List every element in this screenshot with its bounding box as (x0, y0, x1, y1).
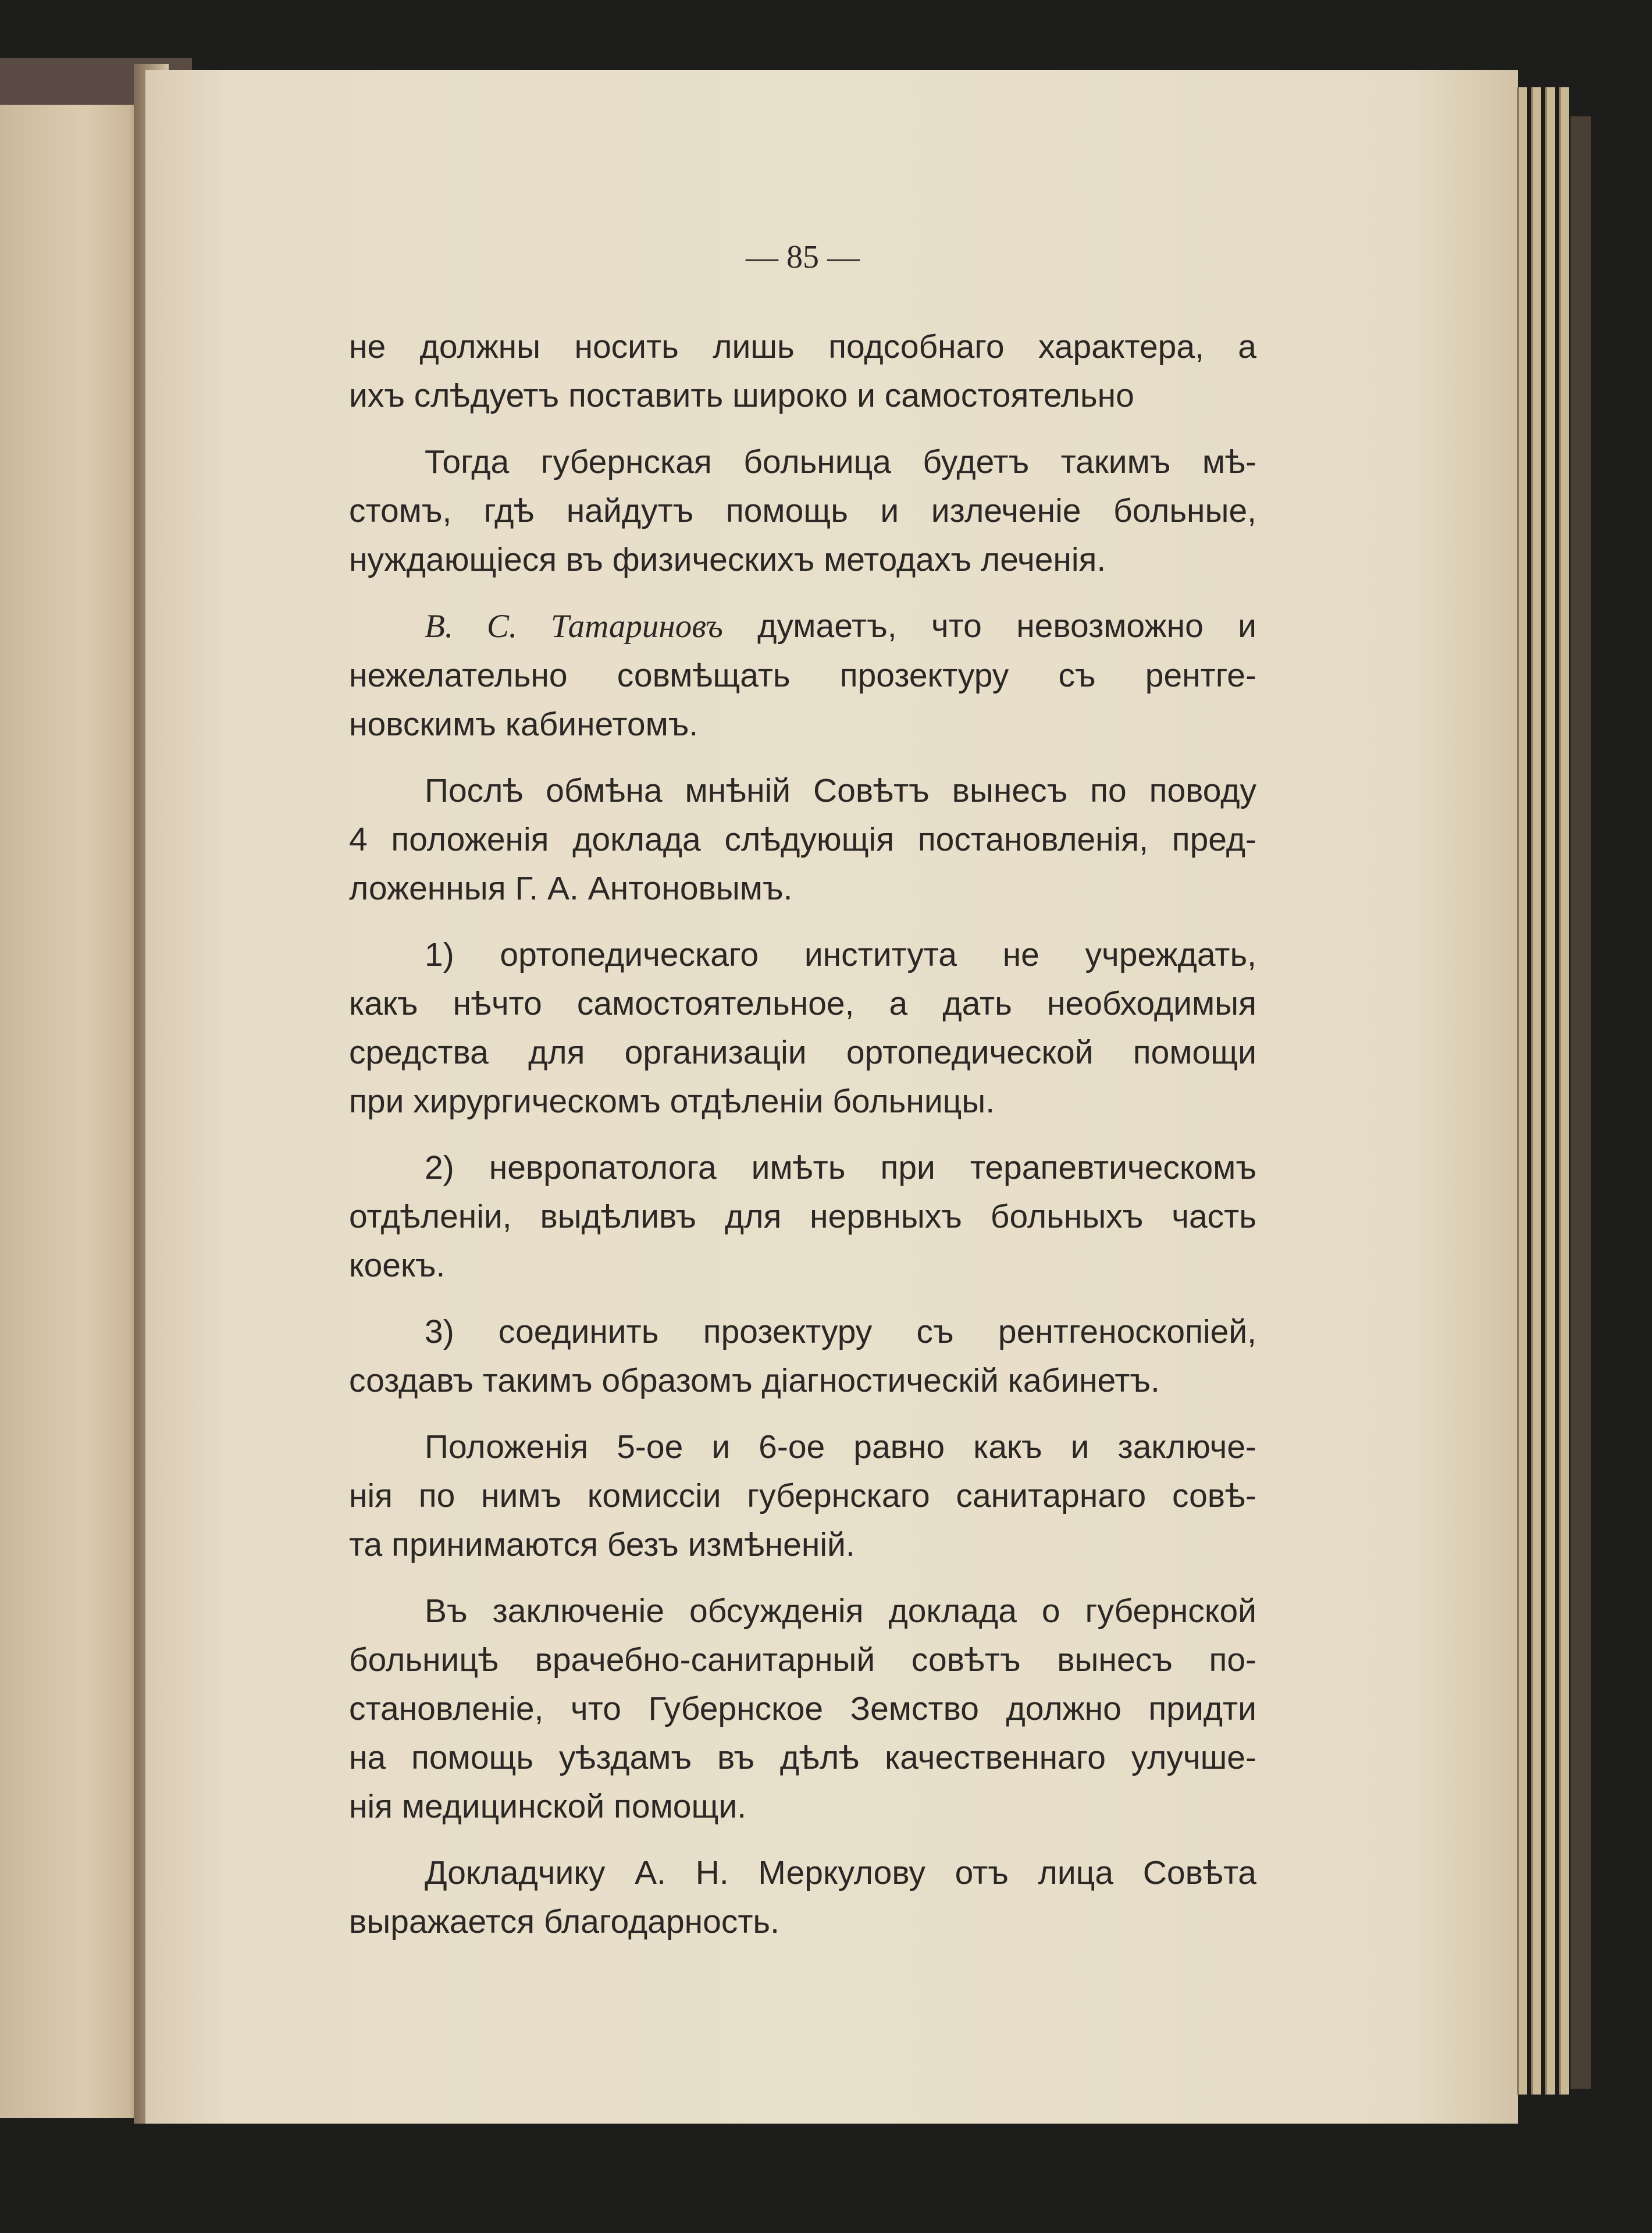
text-line: ихъ слѣдуетъ поставить широко и самостоятельно (349, 377, 1134, 414)
text-line: не должны носить лишь подсобнаго характера, а (349, 328, 1256, 365)
text-line: нежелательно совмѣщать прозектуру съ рентге- (349, 657, 1256, 694)
paragraph (349, 602, 1256, 749)
cover-edge (1571, 116, 1591, 2089)
text-line: создавъ такимъ образомъ діагностическій кабинетъ. (349, 1362, 1160, 1399)
text-line: 2) невропатолога имѣть при терапевтическомъ (425, 1149, 1256, 1186)
text-line: Тогда губернская больница будетъ такимъ мѣ- (425, 443, 1256, 481)
text-line: средства для организаціи ортопедической помощи (349, 1034, 1256, 1071)
text-line: какъ нѣчто самостоятельное, а дать необходимыя (349, 985, 1256, 1022)
paragraph (349, 930, 1256, 1126)
text-line: Послѣ обмѣна мнѣній Совѣтъ вынесъ по поводу (425, 772, 1256, 809)
paragraph (349, 1848, 1256, 1946)
paragraph (349, 1587, 1256, 1831)
text-run: думаетъ, что невозможно и (722, 607, 1256, 645)
page-edge-stack (1545, 87, 1555, 2095)
page-edge-stack (1531, 87, 1541, 2095)
text-line: нія медицинской помощи. (349, 1788, 747, 1825)
text-line: выражается благодарность. (349, 1903, 779, 1940)
text-line: при хирургическомъ отдѣленіи больницы. (349, 1083, 995, 1120)
text-line: стомъ, гдѣ найдутъ помощь и излеченіе больные, (349, 492, 1256, 529)
page-edge-stack (1517, 87, 1527, 2095)
paragraph (349, 766, 1256, 913)
text-line: 1) ортопедическаго института не учреждать, (425, 936, 1256, 973)
paragraph (349, 1423, 1256, 1569)
speaker-name: В. С. Татариновъ (425, 608, 723, 645)
page-edge-stack (1559, 87, 1569, 2095)
paragraph (349, 438, 1256, 584)
text-line: Положенія 5-ое и 6-ое равно какъ и заключе- (425, 1428, 1256, 1466)
text-line: та принимаются безъ измѣненій. (349, 1526, 855, 1563)
text-line: 3) соединить прозектуру съ рентгеноскопіей, (425, 1313, 1256, 1350)
page-text (349, 233, 1256, 1964)
paragraph (349, 1307, 1256, 1405)
paragraph (349, 1143, 1256, 1290)
text-line: новскимъ кабинетомъ. (349, 706, 699, 743)
text-line: отдѣленіи, выдѣливъ для нервныхъ больныхъ часть (349, 1198, 1256, 1235)
text-line: становленіе, что Губернское Земство должно придти (349, 1690, 1256, 1727)
text-line: нуждающіеся въ физическихъ методахъ леченія. (349, 541, 1106, 578)
left-page-edge (0, 70, 151, 2118)
paragraph (349, 322, 1256, 420)
text-line: коекъ. (349, 1247, 446, 1284)
text-line: нія по нимъ комиссіи губернскаго санитарнаго совѣ- (349, 1477, 1256, 1514)
text-line: 4 положенія доклада слѣдующія постановленія, пред- (349, 821, 1256, 858)
text-line: Въ заключеніе обсужденія доклада о губернской (425, 1592, 1256, 1630)
text-line: Докладчику А. Н. Меркулову отъ лица Совѣта (425, 1854, 1256, 1891)
text-line: на помощь уѣздамъ въ дѣлѣ качественнаго улучше- (349, 1739, 1256, 1776)
text-line (349, 602, 1256, 651)
page-number: — 85 — (746, 239, 860, 275)
text-line: ложенныя Г. А. Антоновымъ. (349, 870, 793, 907)
text-line: больницѣ врачебно-санитарный совѣтъ вынесъ по- (349, 1641, 1256, 1679)
